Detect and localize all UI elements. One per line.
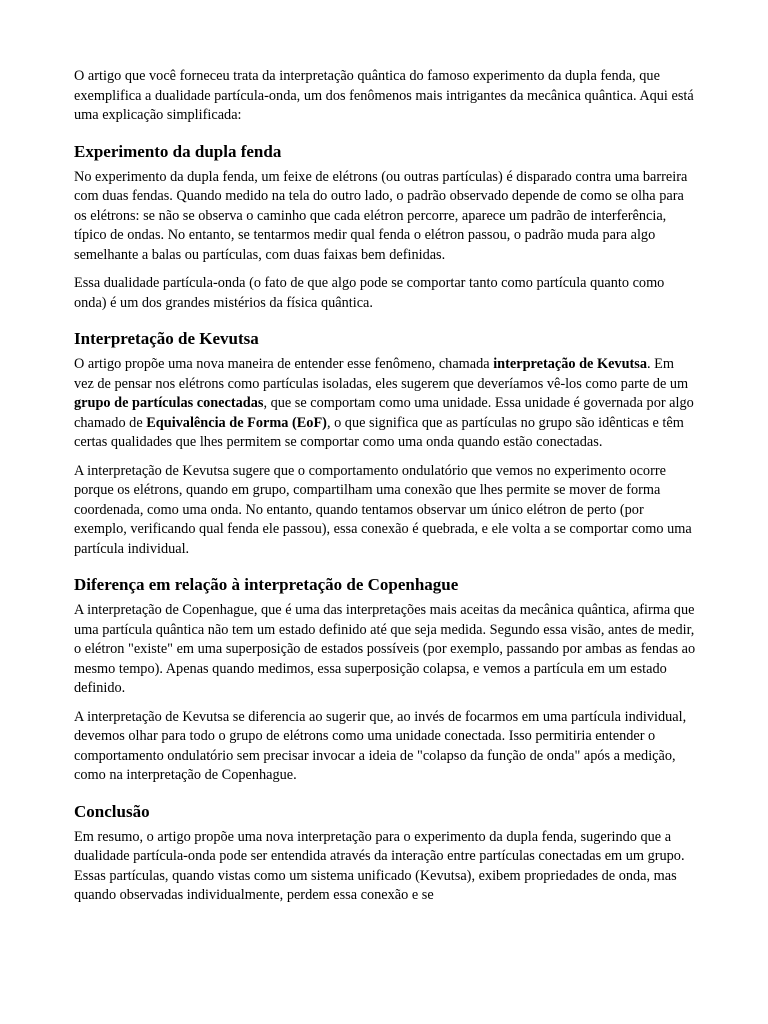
double-slit-paragraph-2: Essa dualidade partícula-onda (o fato de que algo pode se comportar tanto como partícula quanto como onda) é um dos grandes mistérios da física quântica.: [74, 275, 665, 311]
section-heading-conclusion: Conclusão: [74, 801, 150, 821]
intro-paragraph: O artigo que você forneceu trata da interpretação quântica do famoso experimento da dupla fenda, que exemplifica a dualidade partícula-onda, um dos fenômenos mais intrigantes da mecânica quântica. Aqui está uma explicação simplificada:: [74, 68, 694, 123]
text-run: , o que significa que as partículas no grupo são idênticas e têm certas qualidades que lhes permitem se comportar como uma onda quando estão conectadas.: [74, 414, 684, 450]
text-run: O artigo propõe uma nova maneira de entender esse fenômeno, chamada: [74, 356, 494, 372]
conclusion-paragraph-1: Em resumo, o artigo propõe uma nova interpretação para o experimento da dupla fenda, sugerindo que a dualidade partícula-onda pode ser entendida através da interação entre partículas conectadas em um grupo. Essas partículas, quando vistas como um sistema unificado (Kevutsa), exibem propriedades de onda, mas quando observadas individualmente, perdem essa conexão e se: [74, 828, 685, 903]
section-heading-double-slit: Experimento da dupla fenda: [74, 141, 282, 161]
text-run: . Em vez de pensar nos elétrons como partículas isoladas, eles sugerem que deveríamos vê-los como parte de um: [74, 356, 689, 392]
kevutsa-paragraph-1: [74, 355, 696, 453]
section-heading-copenhagen: Diferença em relação à interpretação de Copenhague: [74, 575, 459, 594]
section-heading-kevutsa: Interpretação de Kevutsa: [74, 329, 259, 348]
bold-term-connected-group: grupo de partículas conectadas: [74, 395, 264, 411]
copenhagen-paragraph-2: A interpretação de Kevutsa se diferencia ao sugerir que, ao invés de focarmos em uma partícula individual, devemos olhar para todo o grupo de elétrons como uma unidade conectada. Isso permitiria entender o comportamento ondulatório sem precisar invocar a ideia de "colapso da função de onda" após a medição, como na interpretação de Copenhague.: [74, 708, 687, 783]
copenhagen-paragraph-1: A interpretação de Copenhague, que é uma das interpretações mais aceitas da mecânica quântica, afirma que uma partícula quântica não tem um estado definido até que seja medida. Segundo essa visão, antes de medir, o elétron "existe" em uma superposição de estados possíveis (por exemplo, passando por ambas as fendas ao mesmo tempo). Apenas quando medimos, essa superposição colapsa, e vemos a partícula em um estado definido.: [74, 602, 696, 696]
double-slit-paragraph-1: No experimento da dupla fenda, um feixe de elétrons (ou outras partículas) é disparado contra uma barreira com duas fendas. Quando medido na tela do outro lado, o padrão observado depende de como se olha para os elétrons: se não se observa o caminho que cada elétron percorre, aparece um padrão de interferência, típico de ondas. No entanto, se tentarmos medir qual fenda o elétron passou, o padrão muda para algo semelhante a balas ou partículas, com duas faixas bem definidas.: [74, 168, 688, 263]
document-body: [74, 67, 696, 915]
bold-term-eof: Equivalência de Forma (EoF): [146, 414, 327, 431]
bold-term-kevutsa: interpretação de Kevutsa: [493, 356, 647, 372]
text-run: , que se comportam como uma unidade. Essa unidade é governada por algo chamado de: [74, 395, 694, 431]
kevutsa-paragraph-2: A interpretação de Kevutsa sugere que o comportamento ondulatório que vemos no experimento ocorre porque os elétrons, quando em grupo, compartilham uma conexão que lhes permite se mover de forma coordenada, como uma onda. No entanto, quando tentamos observar um único elétron de perto (por exemplo, verificando qual fenda ele passou), essa conexão é quebrada, e ele volta a se comportar como uma partícula individual.: [74, 462, 692, 557]
